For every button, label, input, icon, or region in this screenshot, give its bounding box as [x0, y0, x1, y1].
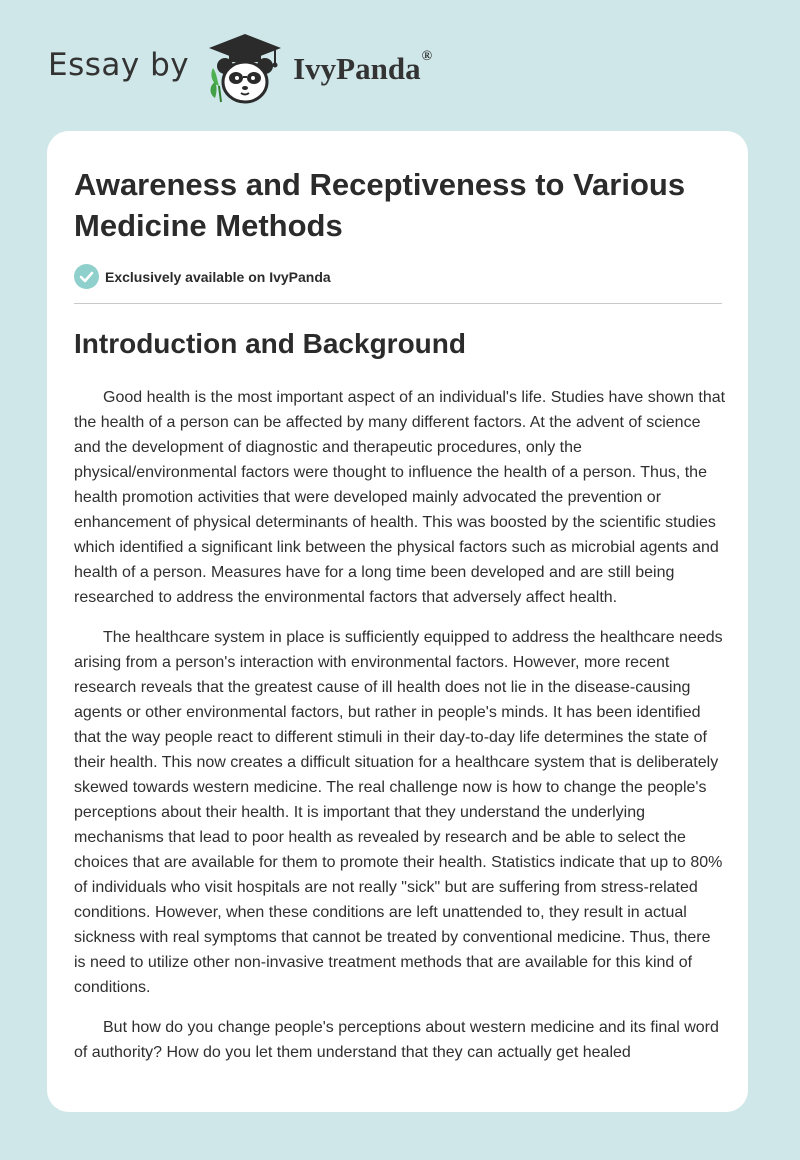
page-title: Awareness and Receptiveness to Various Medicine Methods — [74, 167, 686, 243]
site-header — [48, 28, 432, 108]
brand-name[interactable]: IvyPanda® — [293, 49, 433, 86]
essay-body — [74, 385, 726, 1080]
essay-card — [47, 131, 748, 1112]
paragraph: Good health is the most important aspect of an individual's life. Studies have shown that the health of a person can be affected by many different factors. At the advent of science and the development of diagnostic and therapeutic procedures, only the physical/environmental factors were thought to influence the health of a person. Thus, the health promotion activities that were developed mainly advocated the prevention or enhancement of physical determinants of health. This was boosted by the scientific studies which identified a significant link between the physical factors such as microbial agents and health of a person. Measures have for a long time been developed and are still being researched to address the environmental factors that adversely affect health. — [74, 389, 726, 606]
exclusive-badge — [74, 264, 331, 289]
exclusive-badge-label: Exclusively available on IvyPanda — [105, 268, 331, 285]
essay-by-label: Essay by — [48, 47, 190, 83]
paragraph: But how do you change people's perceptions about western medicine and its final word of authority? How do you let them understand that they can actually get healed — [74, 1019, 719, 1061]
panda-graduate-icon[interactable] — [203, 28, 287, 108]
check-circle-icon — [74, 264, 99, 289]
paragraph: The healthcare system in place is sufficiently equipped to address the healthcare needs arising from a person's interaction with environmental factors. However, more recent research reveals that the greatest cause of ill health does not lie in the disease-causing agents or other environmental factors, but rather in people's minds. It has been identified that the way people react to different stimuli in their day-to-day life determines the state of their health. This now creates a difficult situation for a healthcare system that is deliberately skewed towards western medicine. The real challenge now is how to change the people's perceptions about their health. It is important that they understand the underlying mechanisms that lead to poor health as revealed by research and be able to select the choices that are available for them to promote their health. Statistics indicate that up to 80% of individuals who visit hospitals are not really "sick" but are suffering from stress-related conditions. However, when these conditions are left unattended to, they result in actual sickness with real symptoms that cannot be treated by conventional medicine. Thus, there is need to utilize other non-invasive treatment methods that are available for this kind of conditions. — [74, 629, 723, 996]
registered-mark: ® — [421, 49, 433, 64]
divider — [74, 303, 722, 304]
section-heading: Introduction and Background — [74, 328, 466, 359]
